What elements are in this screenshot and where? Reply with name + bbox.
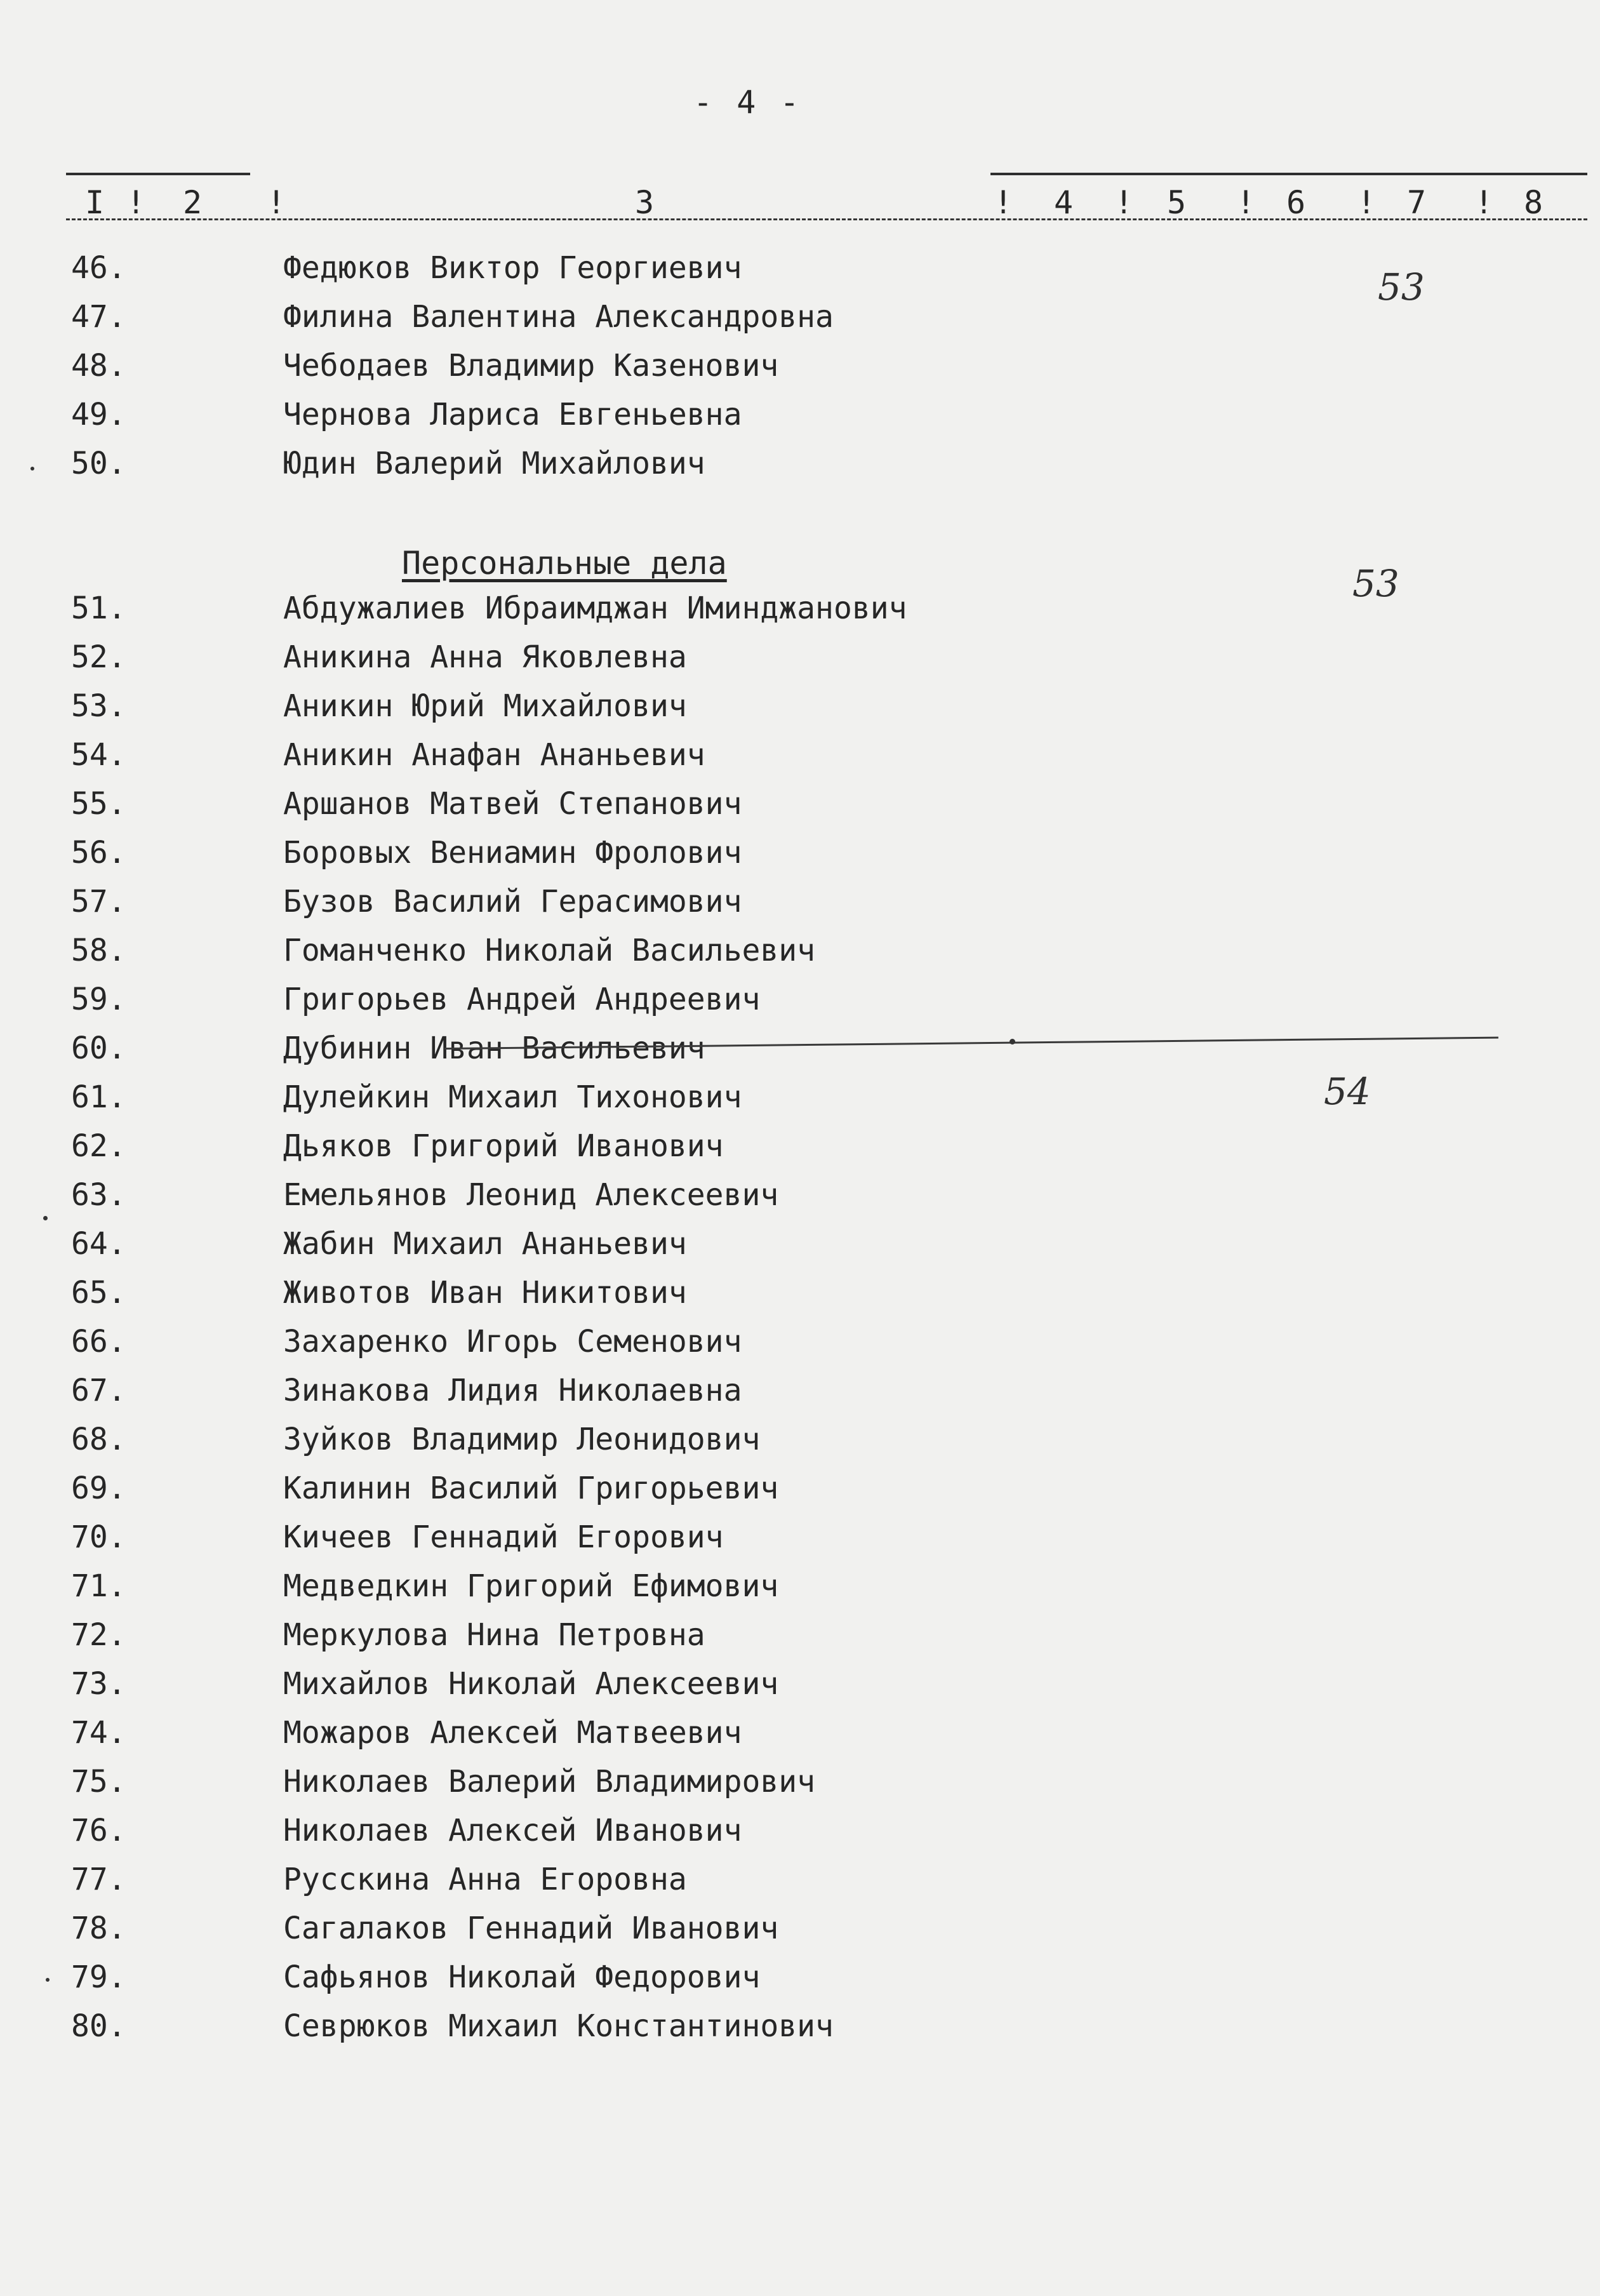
row-number: 79. [71,1959,126,1995]
row-person-name: Калинин Василий Григорьевич [283,1471,779,1506]
row-person-name: Дубинин Иван Васильевич [283,1031,705,1066]
row-person-name: Животов Иван Никитович [283,1275,687,1311]
row-number: 67. [71,1373,126,1408]
header-col-8: 8 [1524,184,1543,221]
row-number: 47. [71,299,126,335]
row-number: 80. [71,2008,126,2044]
row-person-name: Севрюков Михаил Константинович [283,2008,834,2044]
row-number: 58. [71,933,126,968]
header-sep: ! [1114,184,1134,221]
row-number: 55. [71,786,126,822]
row-number: 76. [71,1813,126,1848]
row-person-name: Николаев Алексей Иванович [283,1813,742,1848]
row-person-name: Жабин Михаил Ананьевич [283,1226,687,1262]
ink-dot [43,1216,48,1220]
row-person-name: Зуйков Владимир Леонидович [283,1422,761,1457]
row-person-name: Чебодаев Владимир Казенович [283,348,779,384]
header-col-7: 7 [1407,184,1427,221]
row-person-name: Сагалаков Геннадий Иванович [283,1911,779,1946]
row-person-name: Дьяков Григорий Иванович [283,1128,724,1164]
margin-note: 53 [1352,562,1399,605]
row-person-name: Григорьев Андрей Андреевич [283,982,761,1017]
row-person-name: Русскина Анна Егоровна [283,1862,687,1897]
row-person-name: Сафьянов Николай Федорович [283,1959,761,1995]
page-number: - 4 - [693,84,802,121]
row-person-name: Федюков Виктор Георгиевич [283,250,742,286]
row-number: 48. [71,348,126,384]
row-person-name: Бузов Василий Герасимович [283,884,742,919]
row-number: 50. [71,446,126,481]
row-number: 69. [71,1471,126,1506]
row-person-name: Николаев Валерий Владимирович [283,1764,816,1799]
row-number: 61. [71,1079,126,1115]
row-number: 66. [71,1324,126,1359]
ink-dot [46,1978,50,1982]
header-col-5: 5 [1167,184,1187,221]
row-number: 71. [71,1568,126,1604]
row-number: 65. [71,1275,126,1311]
row-person-name: Дулейкин Михаил Тихонович [283,1079,742,1115]
row-number: 63. [71,1177,126,1213]
ink-dot [30,467,34,471]
header-col-4: 4 [1054,184,1074,221]
ink-dot [1010,1039,1015,1045]
header-col-6: 6 [1286,184,1306,221]
row-person-name: Зинакова Лидия Николаевна [283,1373,742,1408]
header-sep: ! [126,184,146,221]
row-person-name: Юдин Валерий Михайлович [283,446,705,481]
row-person-name: Аникина Анна Яковлевна [283,639,687,675]
row-person-name: Аршанов Матвей Степанович [283,786,742,822]
row-number: 49. [71,397,126,432]
row-person-name: Медведкин Григорий Ефимович [283,1568,779,1604]
row-number: 52. [71,639,126,675]
row-number: 77. [71,1862,126,1897]
row-person-name: Филина Валентина Александровна [283,299,834,335]
header-underline [66,218,1587,220]
row-number: 53. [71,688,126,724]
row-number: 59. [71,982,126,1017]
row-number: 51. [71,591,126,626]
row-person-name: Абдужалиев Ибраимджан Иминджанович [283,591,907,626]
header-sep: ! [994,184,1013,221]
row-number: 72. [71,1617,126,1653]
row-person-name: Боровых Вениамин Фролович [283,835,742,871]
row-number: 70. [71,1519,126,1555]
row-number: 73. [71,1666,126,1702]
row-person-name: Аникин Юрий Михайлович [283,688,687,724]
header-sep: ! [1474,184,1494,221]
row-number: 46. [71,250,126,286]
row-person-name: Емельянов Леонид Алексеевич [283,1177,779,1213]
row-person-name: Михайлов Николай Алексеевич [283,1666,779,1702]
header-col-3: 3 [635,184,655,221]
row-number: 56. [71,835,126,871]
header-col-1: I [85,184,105,221]
row-number: 54. [71,737,126,773]
header-col-2: 2 [183,184,203,221]
header-rule-right [990,173,1587,175]
row-person-name: Аникин Анафан Ананьевич [283,737,705,773]
row-number: 75. [71,1764,126,1799]
row-number: 78. [71,1911,126,1946]
row-number: 68. [71,1422,126,1457]
row-person-name: Гоманченко Николай Васильевич [283,933,816,968]
row-number: 62. [71,1128,126,1164]
row-number: 57. [71,884,126,919]
row-person-name: Меркулова Нина Петровна [283,1617,705,1653]
row-person-name: Можаров Алексей Матвеевич [283,1715,742,1751]
row-number: 74. [71,1715,126,1751]
header-sep: ! [1236,184,1256,221]
header-sep: ! [1357,184,1377,221]
section-title: Персональные дела [402,545,727,582]
margin-note: 54 [1324,1070,1371,1113]
row-person-name: Захаренко Игорь Семенович [283,1324,742,1359]
margin-note: 53 [1378,265,1425,309]
row-person-name: Кичеев Геннадий Егорович [283,1519,724,1555]
header-rule-left [66,173,250,175]
row-person-name: Чернова Лариса Евгеньевна [283,397,742,432]
row-number: 60. [71,1031,126,1066]
row-number: 64. [71,1226,126,1262]
header-sep: ! [267,184,286,221]
